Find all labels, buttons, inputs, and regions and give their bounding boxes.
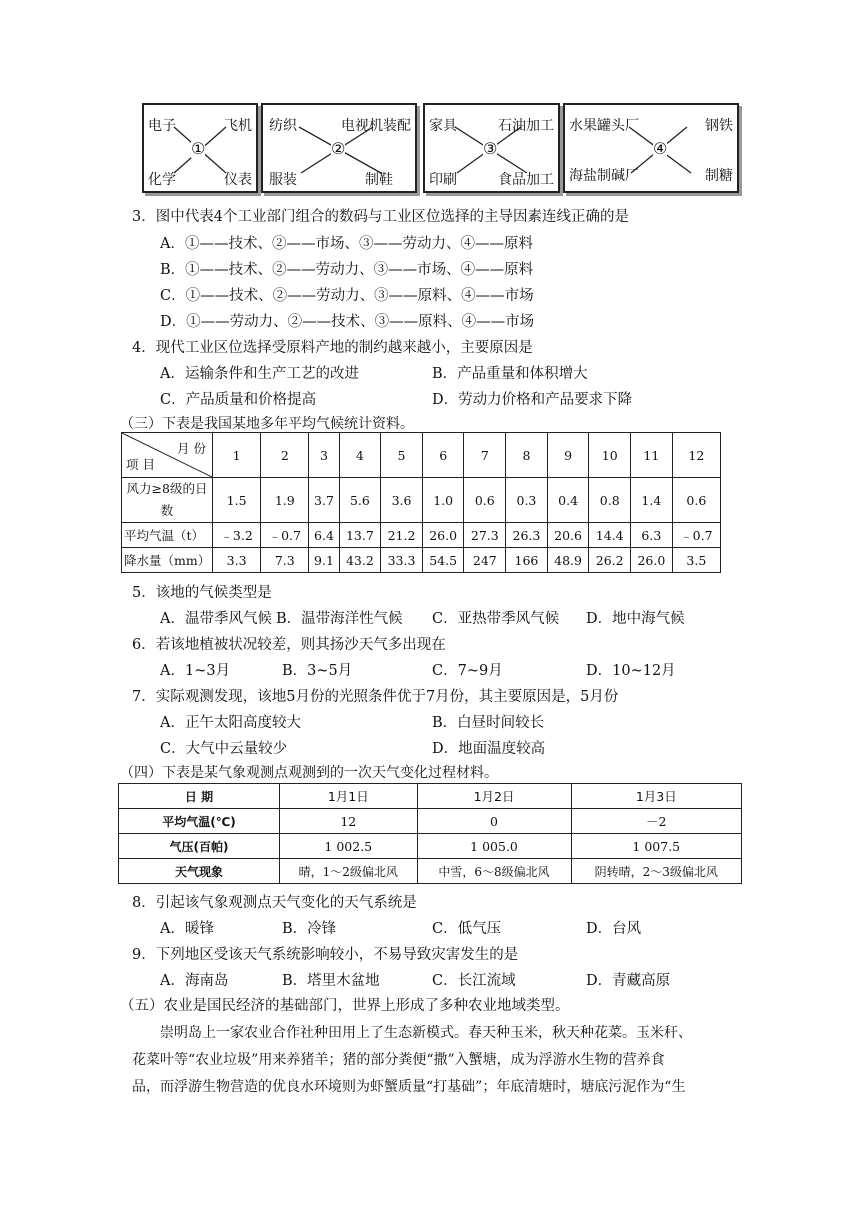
table-cell: 12 [280,809,418,834]
q5-option-b[interactable]: B．温带海洋性气候 [276,611,403,627]
q6-stem: 6．若该地植被状况较差，则其扬沙天气多出现在 [132,637,446,653]
corner-cell [122,433,213,478]
table-cell: ﹣0.7 [672,523,720,548]
table-cell: ﹣0.7 [261,523,309,548]
section-5-heading: （五）农业是国民经济的基础部门，世界上形成了多种农业地域类型。 [120,998,570,1014]
diagram-number: ② [331,139,346,158]
table-cell: 1 005.0 [417,834,571,859]
table-cell: 6.4 [309,523,339,548]
table-cell: 1.0 [422,478,464,523]
q3-option-c[interactable]: C．①——技术、②——劳动力、③——原料、④——市场 [160,288,534,304]
table-cell: 54.5 [422,548,464,573]
table-cell: 1.4 [631,478,673,523]
table-cell: 1.5 [213,478,261,523]
q9-option-a[interactable]: A．海南岛 [160,973,229,989]
table-cell: 3.6 [381,478,423,523]
table-cell: 26.0 [631,548,673,573]
column-header: 1月2日 [417,784,571,809]
table-cell: 166 [506,548,548,573]
diagram-label: 电子 [148,118,176,134]
q6-option-a[interactable]: A．1~3月 [160,663,231,679]
month-header: 4 [339,433,381,478]
table-cell: 6.3 [631,523,673,548]
q8-option-a[interactable]: A．暖锋 [160,921,214,937]
row-label: 平均气温（t） [122,523,213,548]
diagram-1 [142,103,258,193]
table-cell: 阴转晴，2～3级偏北风 [571,859,741,884]
month-header: 12 [672,433,720,478]
q3-option-b[interactable]: B．①——技术、②——劳动力、③——市场、④——原料 [160,262,534,278]
q4-stem: 4．现代工业区位选择受原料产地的制约越来越小，主要原因是 [132,340,533,356]
diagram-label: 水果罐头厂 [569,118,639,134]
table-cell: 26.0 [422,523,464,548]
table-cell: 26.3 [506,523,548,548]
diagram-label: 服装 [269,172,297,188]
table-cell: 9.1 [309,548,339,573]
table-cell: 0.3 [506,478,548,523]
table-cell: 0.4 [547,478,589,523]
q4-option-c[interactable]: C．产品质量和价格提高 [160,392,317,408]
q5-option-a[interactable]: A．温带季风气候 [160,611,272,627]
month-header: 9 [547,433,589,478]
diagram-2 [261,103,417,193]
table-cell: 21.2 [381,523,423,548]
table-cell: 0.6 [464,478,506,523]
table-cell: 3.5 [672,548,720,573]
row-label: 天气现象 [119,859,280,884]
diagram-label: 印刷 [429,172,457,188]
table-cell: 33.3 [381,548,423,573]
q7-option-b[interactable]: B．白昼时间较长 [432,715,545,731]
q6-option-b[interactable]: B．3~5月 [282,663,353,679]
diagram-label: 石油加工 [498,118,554,134]
table-cell: 1 002.5 [280,834,418,859]
diagram-number: ③ [483,139,498,158]
q8-option-b[interactable]: B．冷锋 [282,921,337,937]
table-cell: 5.6 [339,478,381,523]
q3-option-a[interactable]: A．①——技术、②——市场、③——劳动力、④——原料 [160,236,533,252]
corner-bottom: 项 目 [126,457,155,472]
q3-stem: 3．图中代表4个工业部门组合的数码与工业区位选择的主导因素连线正确的是 [132,209,629,225]
month-header: 3 [309,433,339,478]
q7-option-d[interactable]: D．地面温度较高 [432,741,546,757]
q9-stem: 9．下列地区受该天气系统影响较小，不易导致灾害发生的是 [132,947,519,963]
table-cell: 27.3 [464,523,506,548]
table-cell: 48.9 [547,548,589,573]
table-cell: 中雪，6～8级偏北风 [417,859,571,884]
q7-option-a[interactable]: A．正午太阳高度较大 [160,715,301,731]
weather-table [118,783,742,884]
month-header: 11 [631,433,673,478]
table-cell: 20.6 [547,523,589,548]
q4-option-a[interactable]: A．运输条件和生产工艺的改进 [160,366,359,382]
month-header: 1 [213,433,261,478]
row-label: 气压(百帕) [119,834,280,859]
diagram-label: 化学 [148,172,176,188]
column-header: 1月3日 [571,784,741,809]
table-cell: 0 [417,809,571,834]
diagram-label: 制糖 [705,168,733,184]
q3-option-d[interactable]: D．①——劳动力、②——技术、③——原料、④——市场 [160,314,535,330]
row-label: 降水量（mm） [122,548,213,573]
q6-option-c[interactable]: C．7~9月 [432,663,503,679]
q9-option-b[interactable]: B．塔里木盆地 [282,973,380,989]
table-cell: 晴，1～2级偏北风 [280,859,418,884]
row-label: 风力≥8级的日数 [122,478,213,523]
paragraph-line: 花菜叶等“农业垃圾”用来养猪羊；猪的部分粪便“撒”入蟹塘，成为浮游水生物的营养食 [132,1052,665,1068]
corner-top: 月 份 [177,441,206,456]
diagram-label: 仪表 [224,172,252,188]
table-cell: 26.2 [589,548,631,573]
diagram-number: ① [191,139,206,158]
month-header: 8 [506,433,548,478]
paragraph-line: 品，而浮游生物营造的优良水环境则为虾蟹质量“打基础”；年底清塘时，塘底污泥作为“生 [132,1079,686,1095]
table-cell: 7.3 [261,548,309,573]
q8-option-d[interactable]: D．台风 [586,921,642,937]
month-header: 6 [422,433,464,478]
diagram-label: 电视机装配 [341,118,411,134]
q8-stem: 8．引起该气象观测点天气变化的天气系统是 [132,895,417,911]
diagram-number: ④ [653,139,668,158]
diagram-3 [423,103,560,193]
table-cell: －2 [571,809,741,834]
table-cell: 247 [464,548,506,573]
q7-option-c[interactable]: C．大气中云量较少 [160,741,288,757]
climate-table [121,432,721,573]
month-header: 2 [261,433,309,478]
q9-option-c[interactable]: C．长江流域 [432,973,516,989]
month-header: 7 [464,433,506,478]
q9-option-d[interactable]: D．青藏高原 [586,973,671,989]
month-header: 10 [589,433,631,478]
diagram-label: 钢铁 [705,118,733,134]
q4-option-d[interactable]: D．劳动力价格和产品要求下降 [432,392,633,408]
table-cell: 0.8 [589,478,631,523]
table-cell: 0.6 [672,478,720,523]
table-cell: 3.3 [213,548,261,573]
industry-diagrams [142,103,738,193]
month-header: 5 [381,433,423,478]
q4-option-b[interactable]: B．产品重量和体积增大 [432,366,588,382]
table-cell: 13.7 [339,523,381,548]
diagram-4 [563,103,739,193]
diagram-label: 纺织 [269,118,297,134]
table-cell: ﹣3.2 [213,523,261,548]
q5-stem: 5．该地的气候类型是 [132,585,272,601]
section-3-heading: （三）下表是我国某地多年平均气候统计资料。 [120,416,414,432]
table-cell: 1.9 [261,478,309,523]
column-header: 日 期 [119,784,280,809]
q6-option-d[interactable]: D．10~12月 [586,663,676,679]
diagram-label: 海盐制碱厂 [569,168,639,184]
row-label: 平均气温(℃) [119,809,280,834]
diagram-label: 制鞋 [365,172,393,188]
diagram-label: 家具 [429,118,457,134]
table-cell: 43.2 [339,548,381,573]
diagram-label: 飞机 [224,118,252,134]
table-cell: 3.7 [309,478,339,523]
q5-option-d[interactable]: D．地中海气候 [586,611,685,627]
diagram-label: 食品加工 [498,172,554,188]
section-4-heading: （四）下表是某气象观测点观测到的一次天气变化过程材料。 [120,765,498,781]
q7-stem: 7．实际观测发现，该地5月份的光照条件优于7月份，其主要原因是，5月份 [132,689,619,705]
table-cell: 14.4 [589,523,631,548]
q5-option-c[interactable]: C．亚热带季风气候 [432,611,560,627]
paragraph-line: 崇明岛上一家农业合作社种田用上了生态新模式。春天种玉米，秋天种花菜。玉米秆、 [160,1025,692,1041]
table-cell: 1 007.5 [571,834,741,859]
column-header: 1月1日 [280,784,418,809]
q8-option-c[interactable]: C．低气压 [432,921,502,937]
